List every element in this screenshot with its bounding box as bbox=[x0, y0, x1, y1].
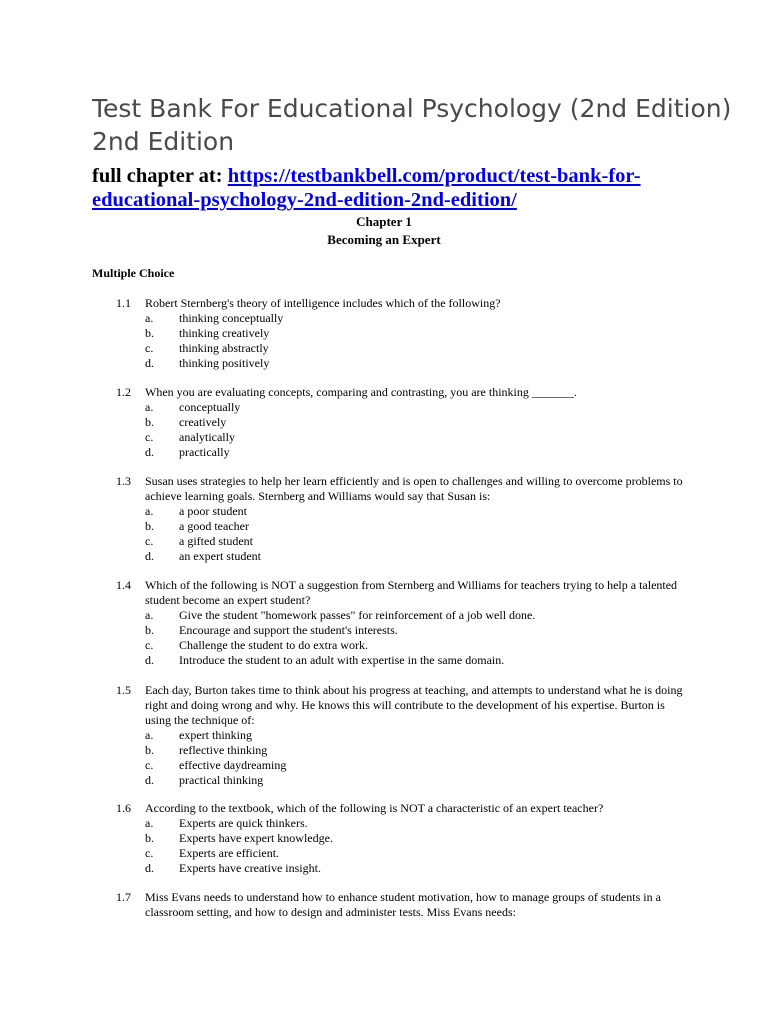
option-text: thinking creatively bbox=[179, 326, 270, 340]
option-letter: c. bbox=[145, 846, 154, 860]
section-heading: Multiple Choice bbox=[92, 266, 175, 280]
option-text: thinking positively bbox=[179, 356, 270, 370]
answer-option bbox=[116, 638, 686, 653]
question-1-7 bbox=[116, 890, 686, 920]
question-1-3 bbox=[116, 474, 686, 564]
answer-option bbox=[116, 549, 686, 564]
option-text: reflective thinking bbox=[179, 743, 268, 757]
question-text: Miss Evans needs to understand how to enhance student motivation, how to manage groups of students in a classroom setting, and how to design and administer tests. Miss Evans needs: bbox=[145, 890, 661, 919]
option-text: Encourage and support the student's interests. bbox=[179, 623, 398, 637]
answer-option bbox=[116, 504, 686, 519]
question-text: When you are evaluating concepts, comparing and contrasting, you are thinking _______. bbox=[145, 385, 577, 399]
answer-option bbox=[116, 608, 686, 623]
answer-option bbox=[116, 773, 686, 788]
question-1-2 bbox=[116, 385, 686, 460]
option-text: an expert student bbox=[179, 549, 261, 563]
option-letter: c. bbox=[145, 534, 154, 548]
question-1-6 bbox=[116, 801, 686, 876]
option-text: a good teacher bbox=[179, 519, 249, 533]
question-number: 1.1 bbox=[116, 296, 131, 310]
option-text: Experts have expert knowledge. bbox=[179, 831, 333, 845]
chapter-title: Becoming an Expert bbox=[327, 232, 441, 247]
chapter-number: Chapter 1 bbox=[356, 214, 412, 229]
option-letter: c. bbox=[145, 341, 154, 355]
option-text: conceptually bbox=[179, 400, 241, 414]
answer-option bbox=[116, 846, 686, 861]
question-number: 1.3 bbox=[116, 474, 131, 488]
question-number: 1.7 bbox=[116, 890, 131, 904]
option-letter: a. bbox=[145, 400, 154, 414]
answer-option bbox=[116, 816, 686, 831]
answer-option bbox=[116, 430, 686, 445]
question-1-4 bbox=[116, 578, 686, 668]
full-chapter-line bbox=[92, 164, 732, 212]
answer-option bbox=[116, 326, 686, 341]
option-letter: b. bbox=[145, 743, 154, 757]
option-text: analytically bbox=[179, 430, 235, 444]
option-text: Experts are quick thinkers. bbox=[179, 816, 308, 830]
option-letter: b. bbox=[145, 519, 154, 533]
answer-option bbox=[116, 831, 686, 846]
answer-option bbox=[116, 356, 686, 371]
question-number: 1.4 bbox=[116, 578, 131, 592]
option-letter: b. bbox=[145, 623, 154, 637]
option-letter: d. bbox=[145, 549, 154, 563]
option-text: practically bbox=[179, 445, 230, 459]
option-text: Experts have creative insight. bbox=[179, 861, 321, 875]
answer-option bbox=[116, 861, 686, 876]
option-text: a gifted student bbox=[179, 534, 253, 548]
option-text: a poor student bbox=[179, 504, 247, 518]
option-letter: d. bbox=[145, 356, 154, 370]
answer-option bbox=[116, 311, 686, 326]
option-letter: c. bbox=[145, 638, 154, 652]
option-text: thinking abstractly bbox=[179, 341, 269, 355]
answer-option bbox=[116, 758, 686, 773]
option-letter: b. bbox=[145, 415, 154, 429]
question-number: 1.2 bbox=[116, 385, 131, 399]
answer-option bbox=[116, 623, 686, 638]
option-letter: d. bbox=[145, 445, 154, 459]
answer-option bbox=[116, 534, 686, 549]
option-text: creatively bbox=[179, 415, 227, 429]
option-letter: d. bbox=[145, 861, 154, 875]
question-number: 1.6 bbox=[116, 801, 131, 815]
answer-option bbox=[116, 445, 686, 460]
question-1-1 bbox=[116, 296, 686, 371]
document-title: Test Bank For Educational Psychology (2nd Edition) 2nd Edition bbox=[92, 94, 732, 156]
question-text: Susan uses strategies to help her learn efficiently and is open to challenges and willing to overcome problems to achieve learning goals. Sternberg and Williams would say that Susan is: bbox=[145, 474, 683, 503]
question-text: Each day, Burton takes time to think about his progress at teaching, and attempts to understand what he is doing right and doing wrong and why. He knows this will contribute to the development of his expertise. Burton is using the technique of: bbox=[145, 683, 683, 727]
answer-option bbox=[116, 519, 686, 534]
answer-option bbox=[116, 743, 686, 758]
option-letter: d. bbox=[145, 653, 154, 667]
option-text: expert thinking bbox=[179, 728, 252, 742]
answer-option bbox=[116, 400, 686, 415]
option-text: Introduce the student to an adult with expertise in the same domain. bbox=[179, 653, 505, 667]
option-text: thinking conceptually bbox=[179, 311, 284, 325]
option-letter: c. bbox=[145, 758, 154, 772]
option-text: Challenge the student to do extra work. bbox=[179, 638, 368, 652]
question-number: 1.5 bbox=[116, 683, 131, 697]
full-chapter-link[interactable]: https://testbankbell.com/product/test-bank-for-educational-psychology-2nd-edition-2nd-edition/ bbox=[92, 165, 641, 211]
option-letter: a. bbox=[145, 816, 154, 830]
option-letter: b. bbox=[145, 326, 154, 340]
answer-option bbox=[116, 415, 686, 430]
question-text: Robert Sternberg's theory of intelligence includes which of the following? bbox=[145, 296, 501, 310]
option-text: practical thinking bbox=[179, 773, 264, 787]
option-letter: b. bbox=[145, 831, 154, 845]
option-letter: a. bbox=[145, 311, 154, 325]
answer-option bbox=[116, 728, 686, 743]
question-text: According to the textbook, which of the following is NOT a characteristic of an expert teacher? bbox=[145, 801, 604, 815]
full-chapter-label: full chapter at: bbox=[92, 165, 228, 187]
answer-option bbox=[116, 653, 686, 668]
option-text: Give the student "homework passes" for reinforcement of a job well done. bbox=[179, 608, 536, 622]
option-letter: d. bbox=[145, 773, 154, 787]
option-letter: a. bbox=[145, 728, 154, 742]
option-letter: c. bbox=[145, 430, 154, 444]
option-text: Experts are efficient. bbox=[179, 846, 280, 860]
option-letter: a. bbox=[145, 608, 154, 622]
option-letter: a. bbox=[145, 504, 154, 518]
answer-option bbox=[116, 341, 686, 356]
question-text: Which of the following is NOT a suggestion from Sternberg and Williams for teachers trying to help a talented student become an expert student? bbox=[145, 578, 678, 607]
question-1-5 bbox=[116, 683, 686, 788]
option-text: effective daydreaming bbox=[179, 758, 287, 772]
